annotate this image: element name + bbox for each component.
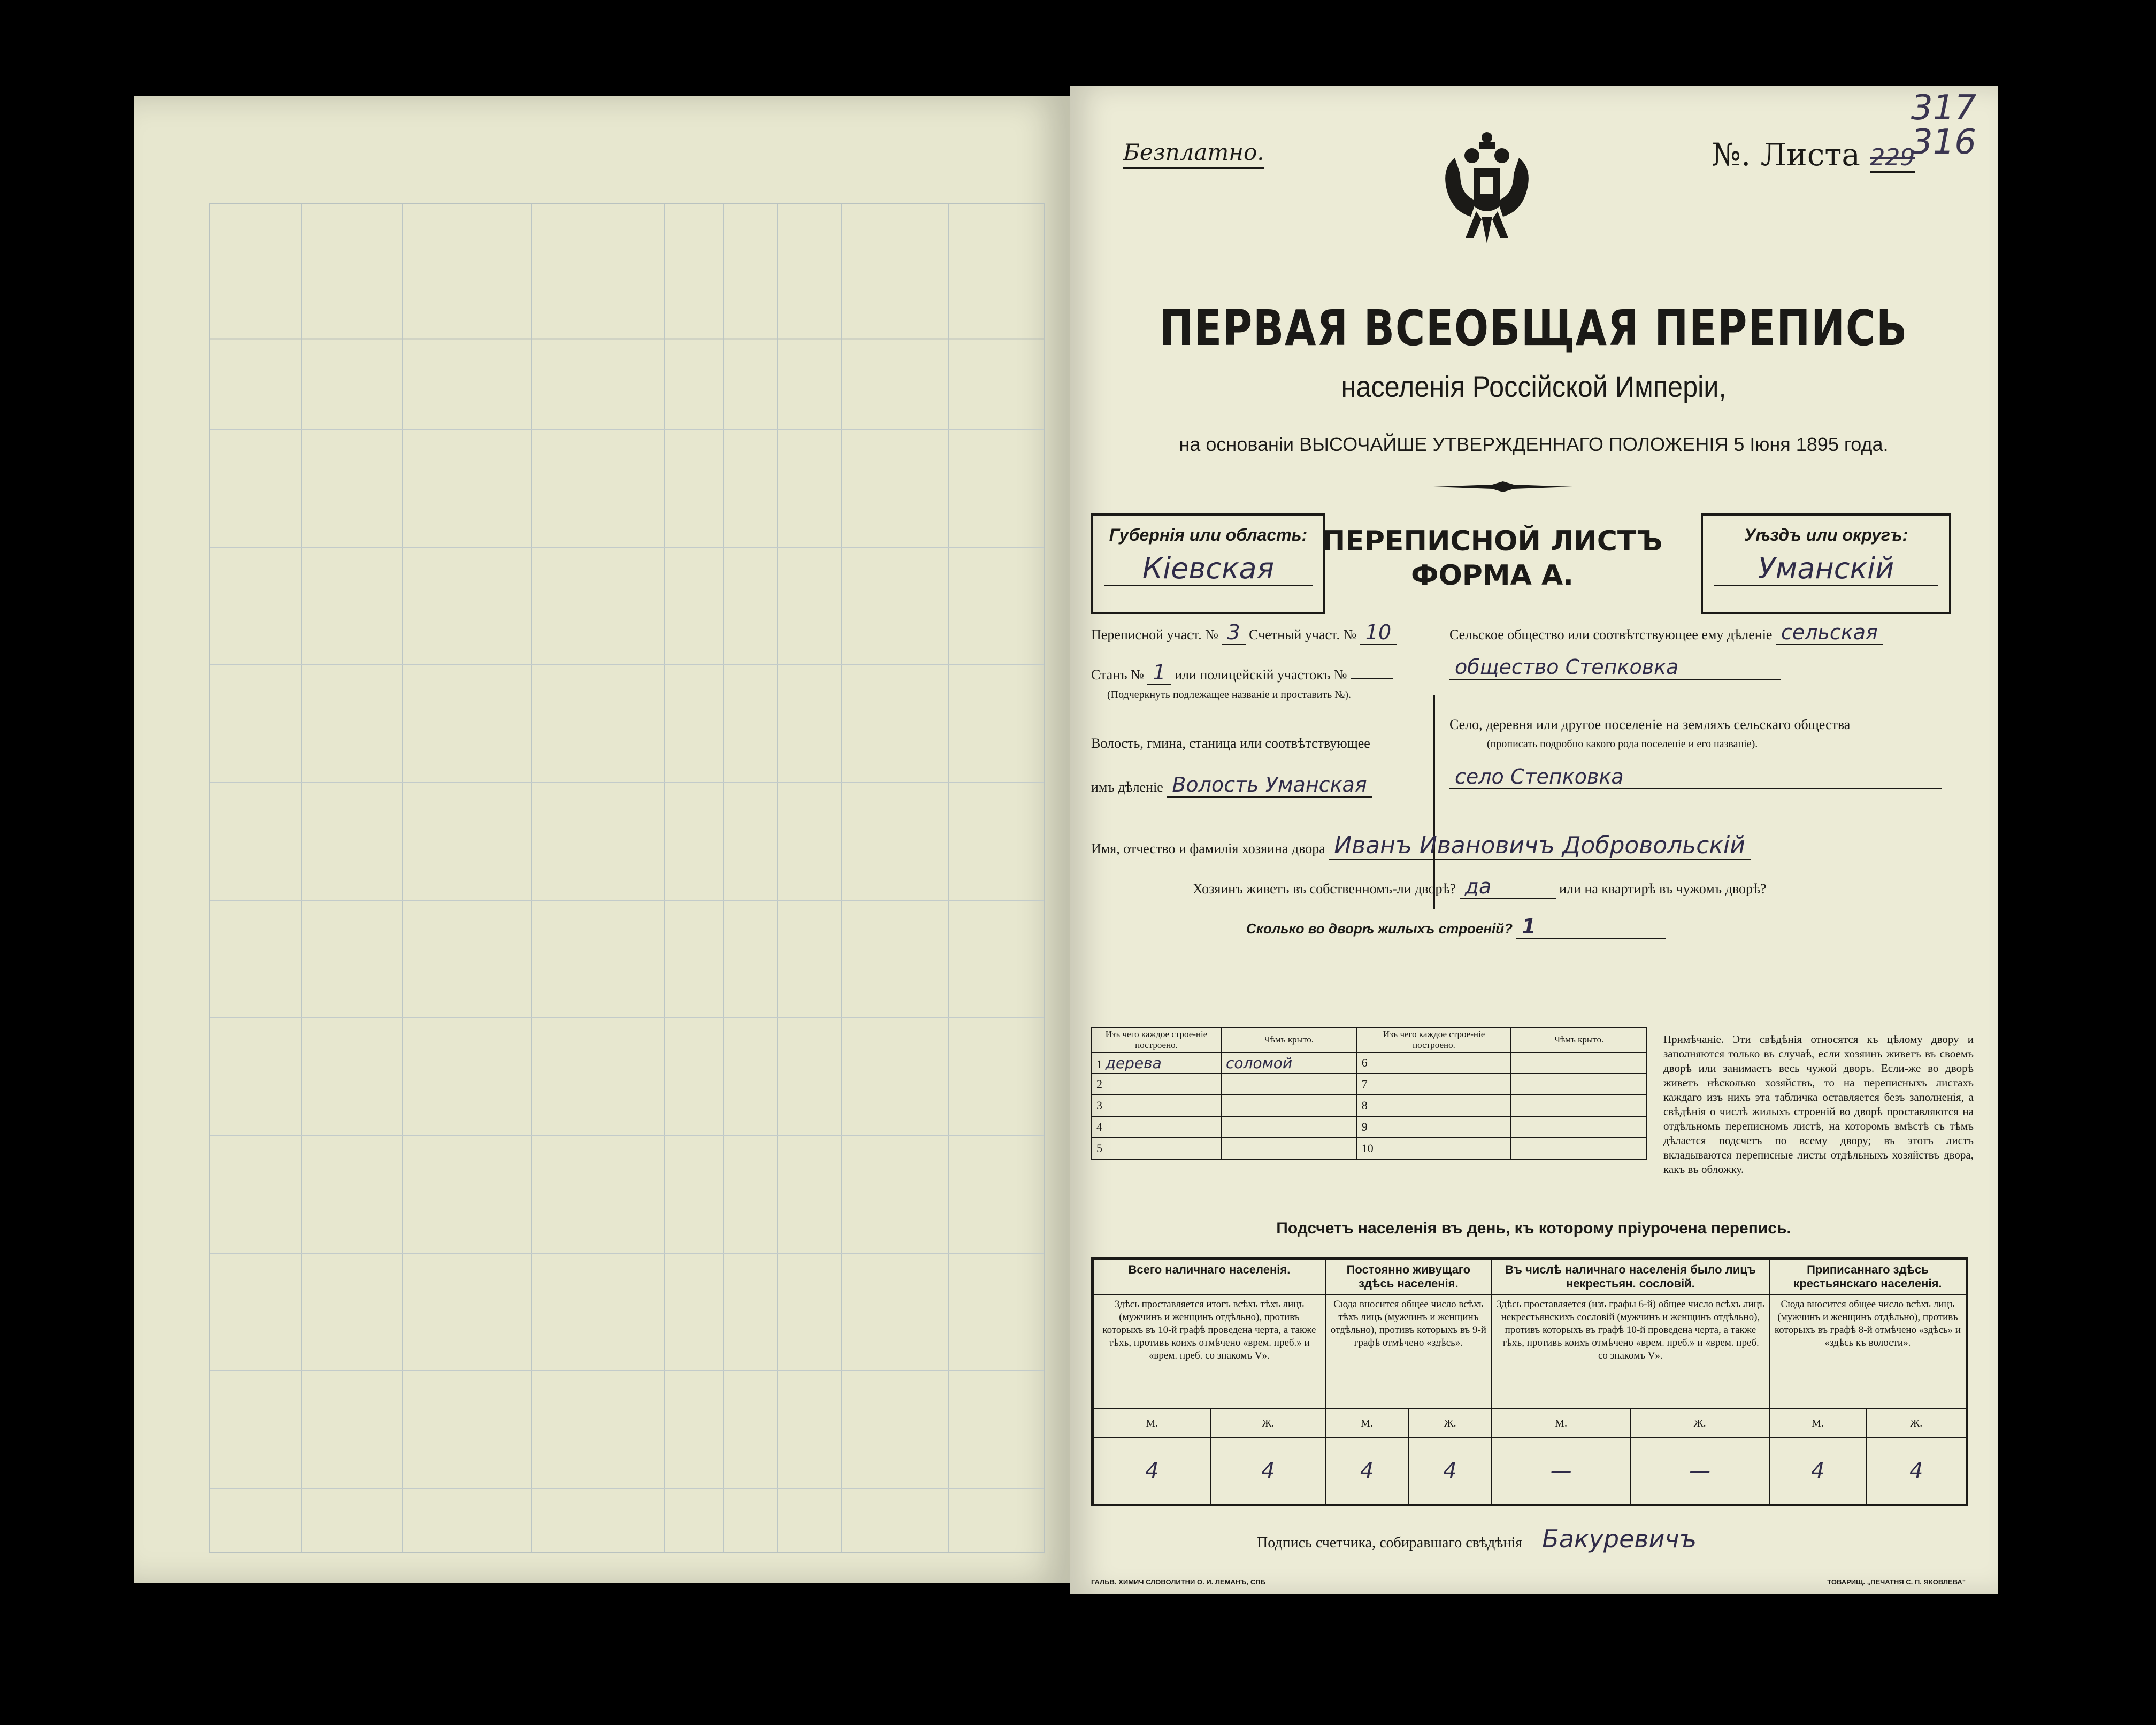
- count-value-male: 4: [1093, 1438, 1211, 1505]
- count-head: Постоянно живущаго здѣсь населенія.: [1325, 1259, 1492, 1295]
- buildings-question: Сколько во дворѣ жилыхъ строеній?: [1246, 921, 1513, 937]
- grid-column-line: [402, 204, 403, 1552]
- grid-row-line: [210, 900, 1044, 901]
- population-count-table: [1091, 1257, 1968, 1506]
- female-label: Ж.: [1867, 1409, 1967, 1438]
- own-yard-field: [1193, 875, 1767, 899]
- page-subtitle: населенія Россійской Имперіи,: [1341, 370, 1727, 403]
- bld-cell: 9: [1357, 1116, 1511, 1138]
- bld-header-roof: Чѣмъ крыто.: [1221, 1028, 1357, 1052]
- form-title-line1: ПЕРЕПИСНОЙ ЛИСТЪ: [1322, 525, 1663, 557]
- count-desc: Сюда вносится общее число всѣхъ тѣхъ лицъ (мужчинъ и женщинъ отдѣльно), противъ которыхъ въ 9-й графѣ отмѣчено «здѣсь».: [1325, 1294, 1492, 1409]
- table-row: [1092, 1052, 1647, 1074]
- village-value: село Степковка: [1449, 765, 1942, 789]
- count-desc: Здѣсь проставляется итогъ всѣхъ тѣхъ лицъ (мужчинъ и женщинъ отдѣльно), противъ которыхъ въ 10-й графѣ проведена черта, а также тѣхъ, противъ коихъ отмѣчено «врем. преб.» и «врем. преб. со знакомъ V».: [1093, 1294, 1325, 1409]
- count-value-female: 4: [1408, 1438, 1492, 1505]
- volost-label-1: Волость, гмина, станица или соотвѣтствующее: [1091, 735, 1370, 751]
- table-row: [1092, 1074, 1647, 1095]
- grid-row-line: [210, 547, 1044, 548]
- bld-roof: [1511, 1138, 1647, 1159]
- grid-row-line: [210, 1253, 1044, 1254]
- male-label: М.: [1093, 1409, 1211, 1438]
- province-box: [1091, 513, 1325, 614]
- bld-roof: [1221, 1095, 1357, 1116]
- grid-row-line: [210, 429, 1044, 430]
- bleed-through-header: [210, 204, 1044, 340]
- sheet-number: [1712, 136, 1915, 173]
- village-label: Село, деревня или другое поселеніе на земляхъ сельскаго общества: [1449, 717, 1851, 732]
- table-row: [1092, 1095, 1647, 1116]
- double-headed-eagle-icon: [1433, 126, 1540, 254]
- count-head: Въ числѣ наличнаго населенія было лицъ некрестьян. сословій.: [1492, 1259, 1769, 1295]
- form-title: [1321, 524, 1663, 593]
- society-value-2: общество Степковка: [1449, 655, 1781, 680]
- grid-column-line: [841, 204, 842, 1552]
- bld-header-material: Изъ чего каждое строе-ніе построено.: [1092, 1028, 1221, 1052]
- female-label: Ж.: [1211, 1409, 1325, 1438]
- male-label: М.: [1769, 1409, 1867, 1438]
- stan-value: 1: [1147, 661, 1171, 685]
- count-section-label: Счетный участ. №: [1249, 627, 1357, 642]
- rented-label: или на квартирѣ въ чужомъ дворѣ?: [1559, 881, 1767, 896]
- volost-label-2: имъ дѣленіе: [1091, 779, 1163, 795]
- male-label: М.: [1492, 1409, 1630, 1438]
- sheet-number-label: №. Листа: [1712, 136, 1860, 173]
- volost-value: Волость Уманская: [1167, 773, 1372, 798]
- grid-column-line: [664, 204, 665, 1552]
- count-value-male: 4: [1325, 1438, 1409, 1505]
- owner-label: Имя, отчество и фамилія хозяина двора: [1091, 841, 1325, 856]
- printer-left: ГАЛЬВ. ХИМИЧ СЛОВОЛИТНИ О. И. ЛЕМАНЪ, СПБ: [1091, 1578, 1265, 1586]
- bld-roof: [1511, 1095, 1647, 1116]
- own-yard-value: да: [1460, 875, 1556, 899]
- legal-basis: на основаніи ВЫСОЧАЙШЕ УТВЕРЖДЕННАГО ПОЛОЖЕНІЯ 5 Іюня 1895 года.: [1179, 433, 1889, 455]
- form-title-line2: ФОРМА А.: [1411, 559, 1574, 592]
- archive-sheet-numbers: [1911, 88, 1976, 162]
- female-label: Ж.: [1408, 1409, 1492, 1438]
- count-desc: Здѣсь проставляется (изъ графы 6-й) общее число всѣхъ лицъ некрестьянскихъ сословій (мужчинъ и женщинъ отдѣльно), противъ которыхъ въ графѣ 10-й проведена черта, а также тѣхъ, противъ коихъ отмѣчено «врем. преб.» и «врем. преб. со знакомъ V».: [1492, 1294, 1769, 1409]
- count-value-female: —: [1630, 1438, 1769, 1505]
- society-field: [1449, 620, 1883, 645]
- count-head: Всего наличнаго населенія.: [1093, 1259, 1325, 1295]
- society-value-1: сельская: [1776, 620, 1883, 645]
- right-page: [1070, 86, 1998, 1594]
- bld-roof: [1221, 1138, 1357, 1159]
- bld-roof: [1221, 1074, 1357, 1095]
- bld-cell: 1 дерева: [1092, 1052, 1221, 1074]
- grid-row-line: [210, 1135, 1044, 1136]
- grid-column-line: [531, 204, 532, 1552]
- bld-header-roof-2: Чѣмъ крыто.: [1511, 1028, 1647, 1052]
- grid-column-line: [777, 204, 778, 1552]
- bld-cell: 2: [1092, 1074, 1221, 1095]
- owner-value: Иванъ Ивановичъ Добровольскій: [1329, 832, 1751, 860]
- table-row: [1092, 1138, 1647, 1159]
- bld-roof: [1511, 1052, 1647, 1074]
- district-box: [1701, 513, 1951, 614]
- bld-cell: 6: [1357, 1052, 1511, 1074]
- grid-row-line: [210, 1488, 1044, 1489]
- bld-cell: 4: [1092, 1116, 1221, 1138]
- grid-column-line: [301, 204, 302, 1552]
- stan-field: [1091, 661, 1393, 685]
- stan-label: Станъ №: [1091, 667, 1144, 683]
- grid-row-line: [210, 782, 1044, 783]
- underline-hint: (Подчеркнуть подлежащее названіе и проставить №).: [1107, 689, 1351, 701]
- own-yard-label: Хозяинъ живетъ въ собственномъ-ли дворѣ?: [1193, 881, 1456, 896]
- society-value-2-row: [1449, 655, 1781, 680]
- bld-cell: 5: [1092, 1138, 1221, 1159]
- census-section-value: 3: [1222, 620, 1245, 645]
- volost-field: [1091, 773, 1372, 798]
- archive-number-current: 317: [1911, 88, 1976, 128]
- bld-cell: 3: [1092, 1095, 1221, 1116]
- printer-right: ТОВАРИЩ. „ПЕЧАТНЯ С. П. ЯКОВЛЕВА": [1827, 1578, 1966, 1586]
- province-label: Губернія или область:: [1109, 525, 1308, 545]
- bld-material: дерева: [1105, 1054, 1162, 1072]
- signature-label: Подпись счетчика, собиравшаго свѣдѣнія: [1257, 1535, 1523, 1551]
- village-value-row: [1449, 765, 1942, 789]
- table-row: [1092, 1116, 1647, 1138]
- count-head: Приписаннаго здѣсь крестьянскаго населенія.: [1769, 1259, 1967, 1295]
- society-label: Сельское общество или соотвѣтствующее ему дѣленіе: [1449, 627, 1773, 642]
- buildings-field: [1246, 915, 1666, 939]
- census-section-field: [1091, 620, 1397, 645]
- count-value-male: —: [1492, 1438, 1630, 1505]
- district-label: Уѣздъ или округъ:: [1744, 525, 1908, 545]
- police-value: [1351, 678, 1393, 679]
- count-value-female: 4: [1867, 1438, 1967, 1505]
- free-label: Безплатно.: [1123, 139, 1264, 169]
- count-value-male: 4: [1769, 1438, 1867, 1505]
- archive-number-previous: 316: [1911, 122, 1976, 162]
- count-title: Подсчетъ населенія въ день, къ которому пріурочена перепись.: [1276, 1220, 1791, 1237]
- bld-cell: 7: [1357, 1074, 1511, 1095]
- grid-row-line: [210, 1017, 1044, 1018]
- count-section-value: 10: [1360, 620, 1397, 645]
- buildings-table: [1091, 1027, 1647, 1160]
- bld-roof: [1511, 1074, 1647, 1095]
- bld-roof: [1511, 1116, 1647, 1138]
- police-label: или полицейскій участокъ №: [1175, 667, 1347, 683]
- bld-cell: 8: [1357, 1095, 1511, 1116]
- bld-cell: 10: [1357, 1138, 1511, 1159]
- buildings-value: 1: [1516, 915, 1666, 939]
- grid-row-line: [210, 664, 1044, 665]
- left-page: [134, 96, 1070, 1583]
- page-title: ПЕРВАЯ ВСЕОБЩАЯ ПЕРЕПИСЬ: [1160, 300, 1908, 357]
- owner-field: [1091, 832, 1751, 860]
- ruled-grid: [209, 203, 1045, 1553]
- enumerator-signature: [1257, 1524, 1713, 1553]
- note-text: Примѣчаніе. Эти свѣдѣнія относятся къ цѣлому двору и заполняются только въ случаѣ, если хозяинъ живетъ въ своемъ дворѣ или занимаетъ весь чужой дворъ. Если-же во дворѣ живетъ нѣсколько хозяйствъ, то на переписныхъ листахъ каждаго изъ нихъ эта табличка оставляется безъ заполненія, а свѣдѣнія о числѣ жилыхъ строеній во дворѣ проставляются на отдѣльномъ переписномъ листѣ, на которомъ вмѣстѣ съ тѣмъ дѣлается подсчетъ по всему двору; въ этотъ листъ вкладываются переписные листы отдѣльныхъ хозяйствъ двора, какъ въ обложку.: [1663, 1033, 1974, 1176]
- ornament-divider: [1433, 481, 1572, 492]
- male-label: М.: [1325, 1409, 1409, 1438]
- district-value: Уманскій: [1714, 551, 1938, 586]
- census-section-label: Переписной участ. №: [1091, 627, 1218, 642]
- count-desc: Сюда вносится общее число всѣхъ лицъ (мужчинъ и женщинъ отдѣльно), противъ которыхъ въ графѣ 8-й отмѣчено «здѣсь» и «здѣсь къ волости».: [1769, 1294, 1967, 1409]
- bld-roof: [1221, 1116, 1357, 1138]
- village-hint: (прописать подробно какого рода поселеніе и его названіе).: [1487, 738, 1758, 750]
- grid-row-line: [210, 1370, 1044, 1371]
- grid-column-line: [948, 204, 949, 1552]
- sheet-number-value: 229: [1870, 144, 1915, 173]
- count-value-female: 4: [1211, 1438, 1325, 1505]
- bld-roof: соломой: [1221, 1052, 1357, 1074]
- grid-column-line: [723, 204, 724, 1552]
- signature-value: Бакуревичъ: [1542, 1524, 1697, 1553]
- bld-header-material-2: Изъ чего каждое строе-ніе построено.: [1357, 1028, 1511, 1052]
- province-value: Кіевская: [1104, 551, 1313, 586]
- female-label: Ж.: [1630, 1409, 1769, 1438]
